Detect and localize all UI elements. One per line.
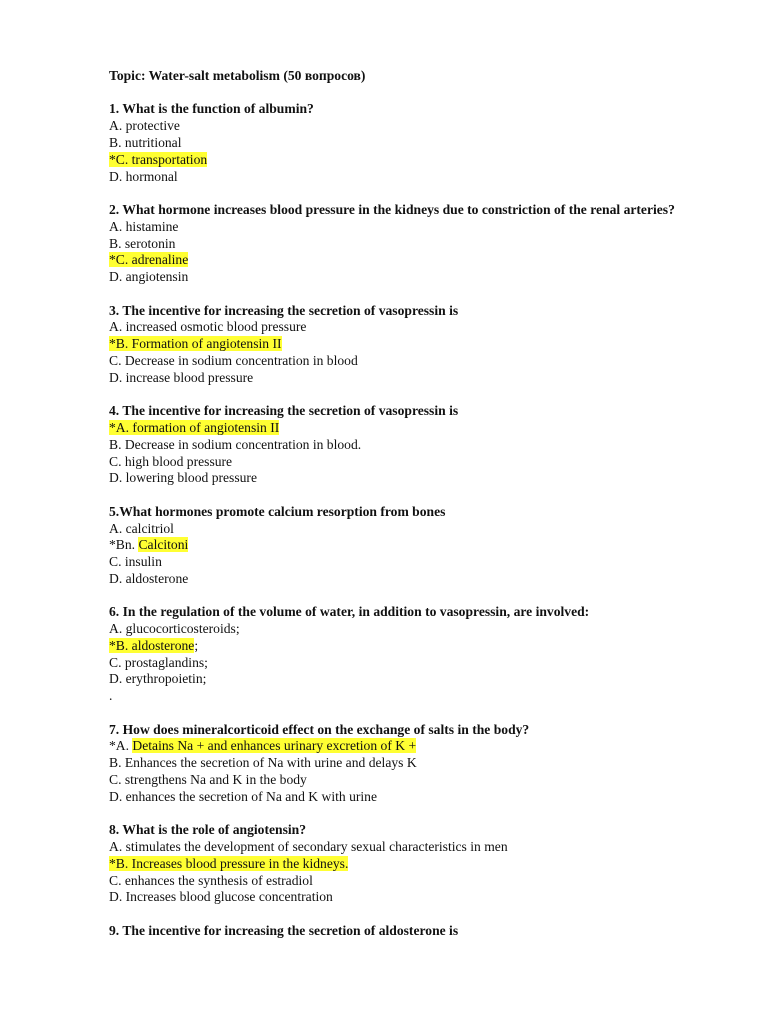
answer-option xyxy=(109,688,729,705)
option-text: C. enhances the synthesis of estradiol xyxy=(109,872,313,888)
answer-option xyxy=(109,671,729,688)
option-text: C. Decrease in sodium concentration in blood xyxy=(109,352,358,368)
option-text: D. lowering blood pressure xyxy=(109,470,257,486)
answer-option xyxy=(109,353,729,370)
option-text: D. angiotensin xyxy=(109,269,189,285)
option-text: B. nutritional xyxy=(109,134,182,150)
answer-option xyxy=(109,454,729,471)
option-text: C. high blood pressure xyxy=(109,453,233,469)
question-text: 4. The incentive for increasing the secretion of vasopressin is xyxy=(109,403,459,419)
question-text: 6. In the regulation of the volume of water, in addition to vasopressin, are involved: xyxy=(109,604,590,620)
answer-option xyxy=(109,269,729,286)
answer-option-correct xyxy=(109,738,729,755)
topic-title: Topic: Water-salt metabolism (50 вопросов) xyxy=(109,68,366,83)
answer-option-correct xyxy=(109,420,729,437)
question-block xyxy=(109,923,729,940)
option-text: B. Enhances the secretion of Na with urine and delays K xyxy=(109,755,417,771)
option-text: D. Increases blood glucose concentration xyxy=(109,889,333,905)
question-text: 2. What hormone increases blood pressure in the kidneys due to constriction of the renal arteries? xyxy=(109,201,675,217)
answer-option xyxy=(109,755,729,772)
question-block xyxy=(109,403,729,487)
answer-option xyxy=(109,319,729,336)
option-text: A. calcitriol xyxy=(109,520,174,536)
highlighted-answer-text: *C. adrenaline xyxy=(109,252,189,268)
answer-option xyxy=(109,772,729,789)
option-text: C. prostaglandins; xyxy=(109,654,208,670)
option-text: A. histamine xyxy=(109,218,179,234)
question-text: 3. The incentive for increasing the secretion of vasopressin is xyxy=(109,302,459,318)
option-text: A. stimulates the development of secondary sexual characteristics in men xyxy=(109,839,508,855)
answer-option xyxy=(109,437,729,454)
question-block xyxy=(109,303,729,387)
document-page xyxy=(109,68,729,956)
option-text: C. insulin xyxy=(109,554,162,570)
answer-option xyxy=(109,236,729,253)
option-text: D. hormonal xyxy=(109,168,178,184)
question-block xyxy=(109,822,729,906)
question-list xyxy=(109,101,729,939)
question-block xyxy=(109,202,729,286)
option-prefix: *Bn. xyxy=(109,537,139,553)
answer-option xyxy=(109,621,729,638)
option-text: A. increased osmotic blood pressure xyxy=(109,319,307,335)
answer-option xyxy=(109,839,729,856)
answer-option xyxy=(109,370,729,387)
option-text: C. strengthens Na and K in the body xyxy=(109,772,307,788)
option-text: A. glucocorticosteroids; xyxy=(109,621,240,637)
answer-option-correct xyxy=(109,856,729,873)
question-text: 8. What is the role of angiotensin? xyxy=(109,822,306,838)
option-text: D. erythropoietin; xyxy=(109,671,207,687)
option-text: B. serotonin xyxy=(109,235,176,251)
answer-option xyxy=(109,470,729,487)
option-text: D. enhances the secretion of Na and K with urine xyxy=(109,788,378,804)
answer-option-correct xyxy=(109,336,729,353)
option-text: D. increase blood pressure xyxy=(109,369,254,385)
answer-option xyxy=(109,219,729,236)
option-text: B. Decrease in sodium concentration in blood. xyxy=(109,436,362,452)
option-prefix: *A. xyxy=(109,738,133,754)
answer-option xyxy=(109,135,729,152)
answer-option xyxy=(109,521,729,538)
answer-option xyxy=(109,571,729,588)
answer-option-correct xyxy=(109,152,729,169)
answer-option xyxy=(109,554,729,571)
answer-option xyxy=(109,169,729,186)
question-block xyxy=(109,504,729,588)
highlighted-answer-text: *B. Increases blood pressure in the kidneys. xyxy=(109,855,349,871)
question-text: 5.What hormones promote calcium resorption from bones xyxy=(109,503,446,519)
highlighted-answer-text: *B. aldosterone xyxy=(109,637,195,653)
answer-option xyxy=(109,889,729,906)
option-suffix: ; xyxy=(194,637,199,653)
answer-option xyxy=(109,118,729,135)
answer-option-correct xyxy=(109,537,729,554)
answer-option-correct xyxy=(109,638,729,655)
question-block xyxy=(109,722,729,806)
answer-option xyxy=(109,655,729,672)
question-text: 7. How does mineralcorticoid effect on the exchange of salts in the body? xyxy=(109,721,530,737)
question-text: 1. What is the function of albumin? xyxy=(109,101,314,117)
option-text: D. aldosterone xyxy=(109,570,189,586)
question-text: 9. The incentive for increasing the secretion of aldosterone is xyxy=(109,922,459,938)
question-block xyxy=(109,101,729,185)
answer-option-correct xyxy=(109,252,729,269)
answer-option xyxy=(109,873,729,890)
highlighted-answer-text: *A. formation of angiotensin II xyxy=(109,419,280,435)
option-text: . xyxy=(109,688,113,704)
highlighted-answer-text: Calcitoni xyxy=(138,537,189,553)
answer-option xyxy=(109,789,729,806)
highlighted-answer-text: Detains Na + and enhances urinary excretion of K + xyxy=(132,738,417,754)
highlighted-answer-text: *C. transportation xyxy=(109,151,208,167)
highlighted-answer-text: *B. Formation of angiotensin II xyxy=(109,336,282,352)
option-text: A. protective xyxy=(109,118,180,134)
question-block xyxy=(109,604,729,705)
